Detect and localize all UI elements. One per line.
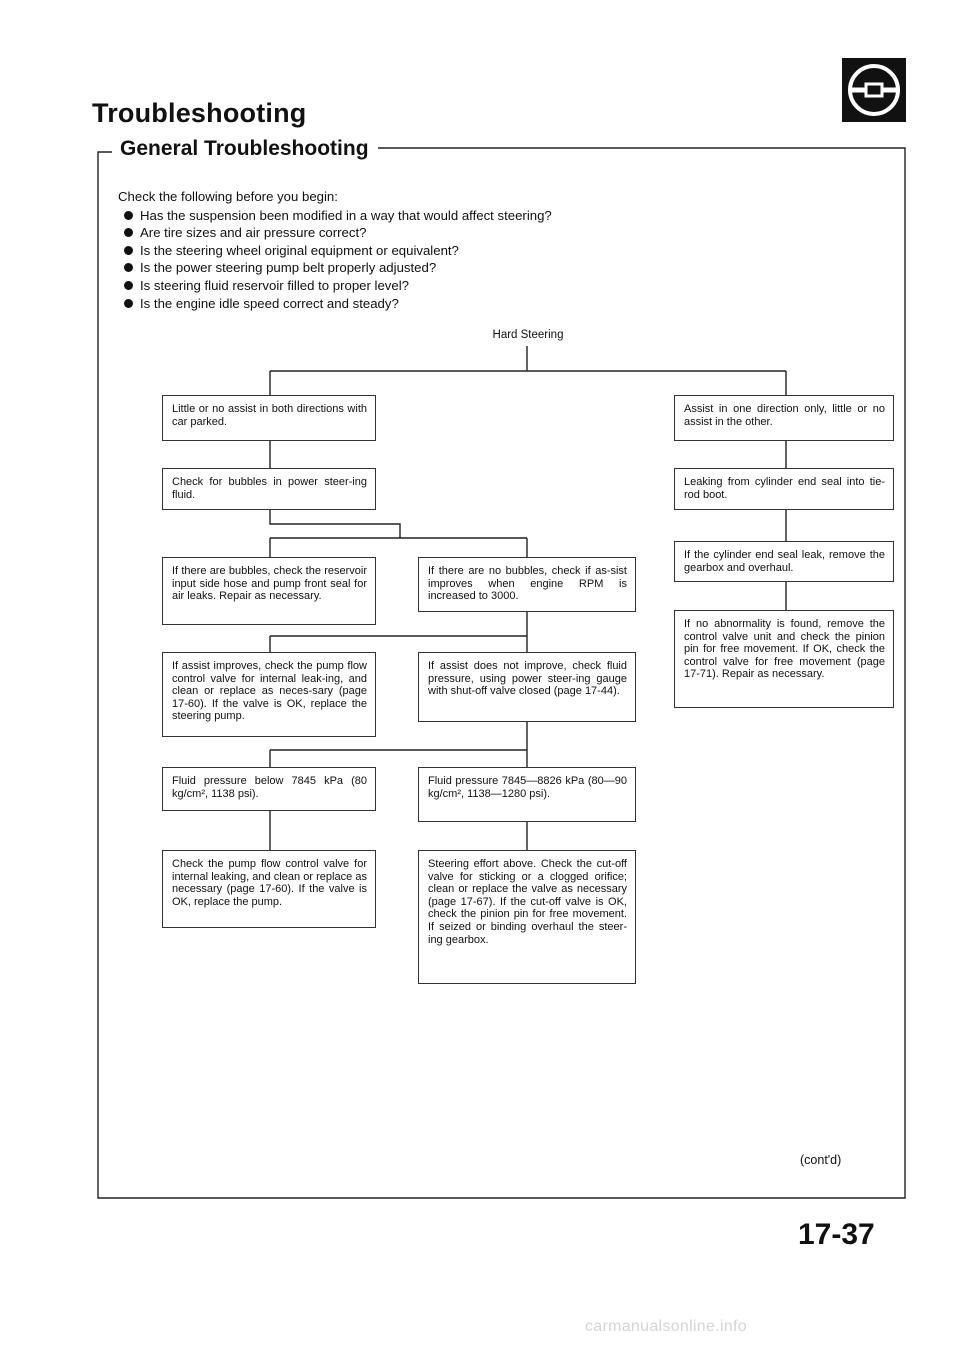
- flowchart-root: Hard Steering: [492, 329, 564, 341]
- pre-check-list: [118, 188, 552, 312]
- box-pressure-range: Fluid pressure 7845—8826 kPa (80—90 kg/cm², 1138—1280 psi).: [418, 767, 636, 822]
- check-item-suspension: Has the suspension been modified in a way that would affect steering?: [140, 207, 552, 223]
- box-assist-improves: If assist improves, check the pump flow control valve for internal leak-ing, and clean or replace as neces-sary (page 17-60). If the valve is OK, replace the steering pump.: [162, 652, 376, 737]
- box-bubbles-no: If there are no bubbles, check if as-sist improves when engine RPM is increased to 3000.: [418, 557, 636, 612]
- box-check-bubbles: Check for bubbles in power steer-ing fluid.: [162, 468, 376, 510]
- check-item-idle-speed: Is the engine idle speed correct and steady?: [140, 295, 552, 313]
- continued-label: (cont'd): [800, 1153, 842, 1167]
- box-check-flow-valve: Check the pump flow control valve for internal leaking, and clean or replace as necessary (page 17-60). If the valve is OK, replace the pump.: [162, 850, 376, 928]
- page-title: Troubleshooting: [92, 98, 307, 128]
- page-number: 17-37: [798, 1218, 875, 1251]
- box-bubbles-yes: If there are bubbles, check the reservoir input side hose and pump front seal for air leaks. Repair as necessary.: [162, 557, 376, 625]
- box-pressure-below: Fluid pressure below 7845 kPa (80 kg/cm², 1138 psi).: [162, 767, 376, 811]
- check-item-tires: Are tire sizes and air pressure correct?: [140, 224, 552, 242]
- pre-check-intro: Check the following before you begin:: [118, 189, 338, 204]
- check-item-fluid-level: Is steering fluid reservoir filled to proper level?: [140, 277, 552, 295]
- box-one-direction: Assist in one direction only, little or no assist in the other.: [674, 395, 894, 441]
- box-little-assist: Little or no assist in both directions with car parked.: [162, 395, 376, 441]
- check-item-steering-wheel: Is the steering wheel original equipment or equivalent?: [140, 242, 552, 260]
- box-assist-not-improve: If assist does not improve, check fluid pressure, using power steer-ing gauge with shut-off valve closed (page 17-44).: [418, 652, 636, 722]
- section-subtitle: General Troubleshooting: [120, 137, 369, 160]
- box-leaking-seal: Leaking from cylinder end seal into tie-rod boot.: [674, 468, 894, 510]
- box-seal-leak: If the cylinder end seal leak, remove the gearbox and overhaul.: [674, 541, 894, 582]
- box-effort-above: Steering effort above. Check the cut-off valve for sticking or a clogged orifice; clean or replace the valve as necessary (page 17-67). If the cut-off valve is OK, check the pinion pin for free movement. If seized or binding overhaul the steer-ing gearbox.: [418, 850, 636, 984]
- watermark: carmanualsonline.info: [585, 1318, 747, 1335]
- box-no-abnormality: If no abnormality is found, remove the control valve unit and check the pinion pin for free movement. If OK, check the control valve for free movement (page 17-71). Repair as necessary.: [674, 610, 894, 708]
- check-item-pump-belt: Is the power steering pump belt properly adjusted?: [140, 259, 552, 277]
